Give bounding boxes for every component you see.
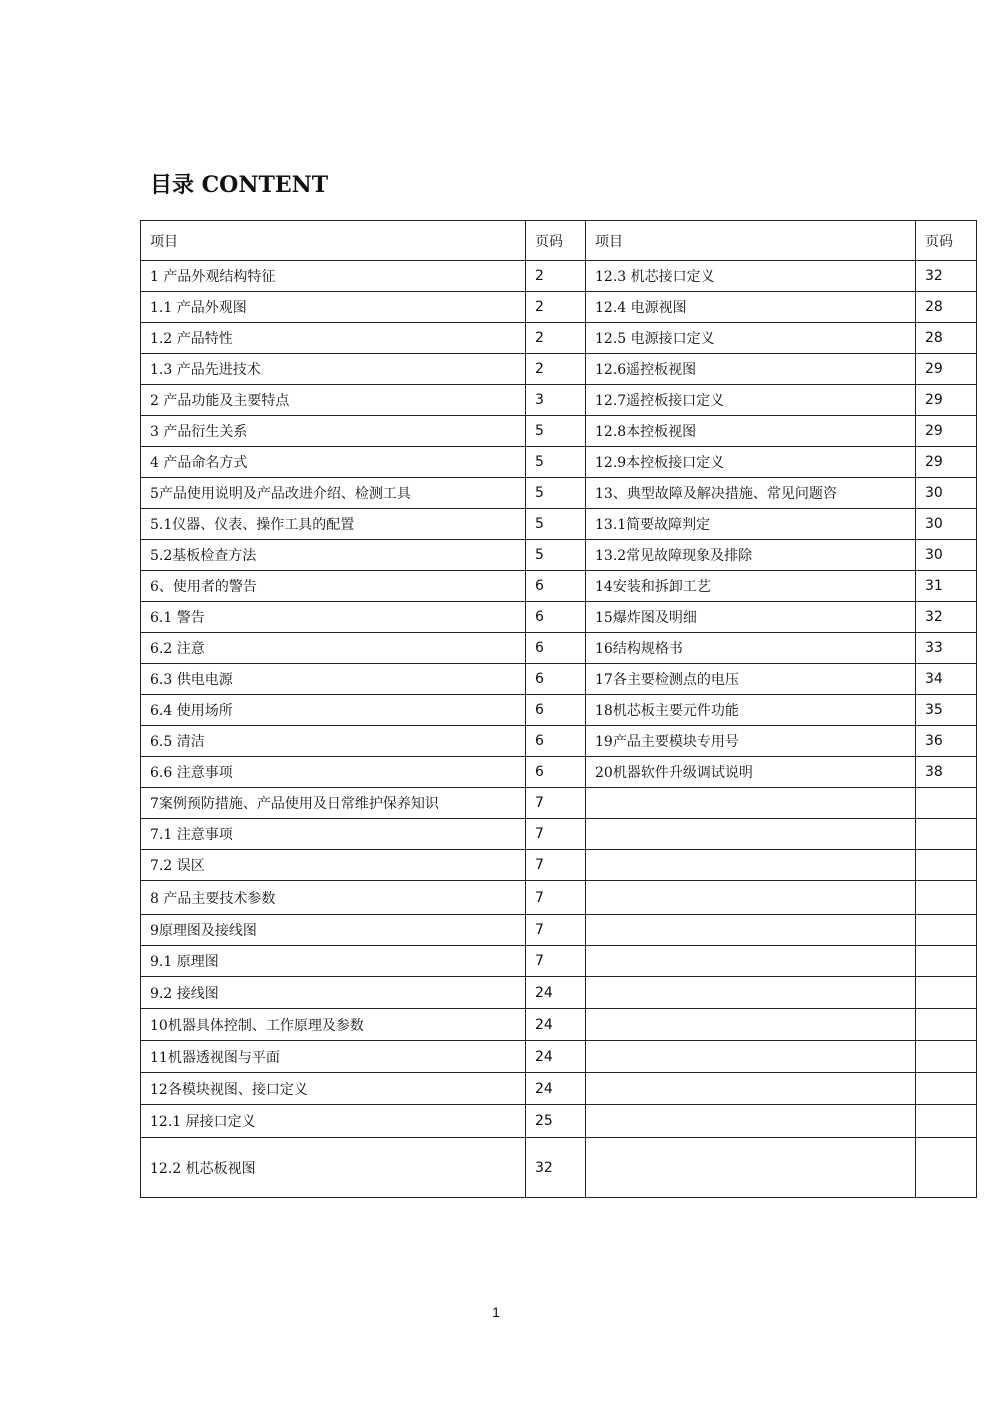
toc-row: [141, 915, 977, 946]
page-left: 2: [526, 323, 586, 354]
page-right: 30: [916, 509, 977, 540]
page-right: [916, 850, 977, 881]
item-left: 3 产品衍生关系: [141, 416, 526, 447]
page-right: 29: [916, 416, 977, 447]
item-left: 6.3 供电电源: [141, 664, 526, 695]
page-right: 34: [916, 664, 977, 695]
toc-row: [141, 819, 977, 850]
toc-table: [140, 220, 977, 1198]
page-right: [916, 915, 977, 946]
page-right: [916, 1073, 977, 1105]
toc-row: [141, 323, 977, 354]
page-left: 7: [526, 915, 586, 946]
page-left: 5: [526, 509, 586, 540]
page-left: 6: [526, 664, 586, 695]
page-right: 29: [916, 385, 977, 416]
item-right: 12.5 电源接口定义: [586, 323, 916, 354]
toc-row: [141, 788, 977, 819]
item-left: 6.1 警告: [141, 602, 526, 633]
page-left: 24: [526, 1073, 586, 1105]
toc-row: [141, 695, 977, 726]
item-left: 5.2基板检查方法: [141, 540, 526, 571]
page-left: 24: [526, 1041, 586, 1073]
header-item-left: 项目: [141, 221, 526, 261]
item-left: 2 产品功能及主要特点: [141, 385, 526, 416]
item-left: 12.1 屏接口定义: [141, 1105, 526, 1138]
item-right: 14安装和拆卸工艺: [586, 571, 916, 602]
page-left: 24: [526, 1009, 586, 1041]
toc-header-row: [141, 221, 977, 261]
page-number: 1: [492, 1304, 500, 1320]
toc-row: [141, 540, 977, 571]
page-right: [916, 1009, 977, 1041]
item-left: 9.2 接线图: [141, 977, 526, 1009]
page-right: [916, 977, 977, 1009]
item-right: 15爆炸图及明细: [586, 602, 916, 633]
page-right: [916, 881, 977, 915]
item-left: 5.1仪器、仪表、操作工具的配置: [141, 509, 526, 540]
page-left: 2: [526, 261, 586, 292]
item-left: 12.2 机芯板视图: [141, 1138, 526, 1198]
item-right: [586, 850, 916, 881]
page-left: 7: [526, 788, 586, 819]
page-right: 29: [916, 354, 977, 385]
page-right: 32: [916, 602, 977, 633]
page-left: 24: [526, 977, 586, 1009]
toc-row: [141, 633, 977, 664]
toc-row: [141, 850, 977, 881]
item-right: 17各主要检测点的电压: [586, 664, 916, 695]
item-left: 6.2 注意: [141, 633, 526, 664]
item-right: 19产品主要模块专用号: [586, 726, 916, 757]
page-left: 3: [526, 385, 586, 416]
page-right: 35: [916, 695, 977, 726]
item-right: 13.2常见故障现象及排除: [586, 540, 916, 571]
item-left: 1.1 产品外观图: [141, 292, 526, 323]
toc-row: [141, 416, 977, 447]
page-right: [916, 788, 977, 819]
toc-row: [141, 261, 977, 292]
item-right: [586, 1105, 916, 1138]
header-page-left: 页码: [526, 221, 586, 261]
item-right: [586, 915, 916, 946]
page-left: 5: [526, 540, 586, 571]
item-left: 9原理图及接线图: [141, 915, 526, 946]
header-item-right: 项目: [586, 221, 916, 261]
toc-row: [141, 602, 977, 633]
page-left: 5: [526, 447, 586, 478]
item-right: [586, 819, 916, 850]
page-right: 28: [916, 292, 977, 323]
page-left: 6: [526, 633, 586, 664]
toc-row: [141, 509, 977, 540]
toc-row: [141, 1105, 977, 1138]
item-right: 13、典型故障及解决措施、常见问题咨: [586, 478, 916, 509]
page-right: [916, 946, 977, 977]
item-right: 12.8本控板视图: [586, 416, 916, 447]
item-left: 5产品使用说明及产品改进介绍、检测工具: [141, 478, 526, 509]
item-left: 6.6 注意事项: [141, 757, 526, 788]
page-left: 5: [526, 416, 586, 447]
page-left: 6: [526, 726, 586, 757]
item-left: 8 产品主要技术参数: [141, 881, 526, 915]
item-left: 12各模块视图、接口定义: [141, 1073, 526, 1105]
page-left: 6: [526, 757, 586, 788]
item-left: 9.1 原理图: [141, 946, 526, 977]
item-left: 1.2 产品特性: [141, 323, 526, 354]
page-right: 36: [916, 726, 977, 757]
toc-row: [141, 1009, 977, 1041]
item-right: 12.9本控板接口定义: [586, 447, 916, 478]
page-left: 7: [526, 850, 586, 881]
toc-row: [141, 757, 977, 788]
page-left: 25: [526, 1105, 586, 1138]
item-left: 4 产品命名方式: [141, 447, 526, 478]
page-left: 7: [526, 881, 586, 915]
item-right: [586, 977, 916, 1009]
page-right: 30: [916, 540, 977, 571]
toc-row: [141, 881, 977, 915]
item-right: 12.6遥控板视图: [586, 354, 916, 385]
item-left: 7.1 注意事项: [141, 819, 526, 850]
item-right: 18机芯板主要元件功能: [586, 695, 916, 726]
page-right: 33: [916, 633, 977, 664]
item-left: 7案例预防措施、产品使用及日常维护保养知识: [141, 788, 526, 819]
item-right: [586, 881, 916, 915]
page-right: 28: [916, 323, 977, 354]
item-right: 16结构规格书: [586, 633, 916, 664]
toc-row: [141, 571, 977, 602]
toc-row: [141, 354, 977, 385]
toc-row: [141, 292, 977, 323]
page-left: 7: [526, 819, 586, 850]
item-right: [586, 1073, 916, 1105]
header-page-right: 页码: [916, 221, 977, 261]
item-left: 7.2 误区: [141, 850, 526, 881]
page-right: [916, 1105, 977, 1138]
item-left: 1 产品外观结构特征: [141, 261, 526, 292]
toc-row: [141, 977, 977, 1009]
item-right: 12.7遥控板接口定义: [586, 385, 916, 416]
page-left: 32: [526, 1138, 586, 1198]
page-right: [916, 819, 977, 850]
toc-row: [141, 1073, 977, 1105]
item-right: [586, 1041, 916, 1073]
page-right: 38: [916, 757, 977, 788]
page-left: 7: [526, 946, 586, 977]
toc-row: [141, 1041, 977, 1073]
page-right: 32: [916, 261, 977, 292]
item-left: 6.5 清洁: [141, 726, 526, 757]
item-left: 10机器具体控制、工作原理及参数: [141, 1009, 526, 1041]
item-right: [586, 1009, 916, 1041]
item-right: [586, 1138, 916, 1198]
item-right: [586, 946, 916, 977]
toc-row: [141, 447, 977, 478]
item-left: 6.4 使用场所: [141, 695, 526, 726]
page-left: 6: [526, 695, 586, 726]
page-title: 目录 CONTENT: [150, 172, 329, 198]
toc-row: [141, 946, 977, 977]
page-right: 31: [916, 571, 977, 602]
page-left: 5: [526, 478, 586, 509]
item-left: 11机器透视图与平面: [141, 1041, 526, 1073]
page-left: 6: [526, 571, 586, 602]
page-right: 30: [916, 478, 977, 509]
item-left: 6、使用者的警告: [141, 571, 526, 602]
toc-row: [141, 726, 977, 757]
page-right: [916, 1138, 977, 1198]
page-left: 2: [526, 292, 586, 323]
toc-row: [141, 664, 977, 695]
page-left: 2: [526, 354, 586, 385]
item-right: 12.3 机芯接口定义: [586, 261, 916, 292]
item-right: 12.4 电源视图: [586, 292, 916, 323]
item-right: [586, 788, 916, 819]
page-right: [916, 1041, 977, 1073]
toc-row: [141, 1138, 977, 1198]
item-right: 13.1简要故障判定: [586, 509, 916, 540]
toc-row: [141, 478, 977, 509]
page-left: 6: [526, 602, 586, 633]
item-left: 1.3 产品先进技术: [141, 354, 526, 385]
page-right: 29: [916, 447, 977, 478]
item-right: 20机器软件升级调试说明: [586, 757, 916, 788]
toc-row: [141, 385, 977, 416]
